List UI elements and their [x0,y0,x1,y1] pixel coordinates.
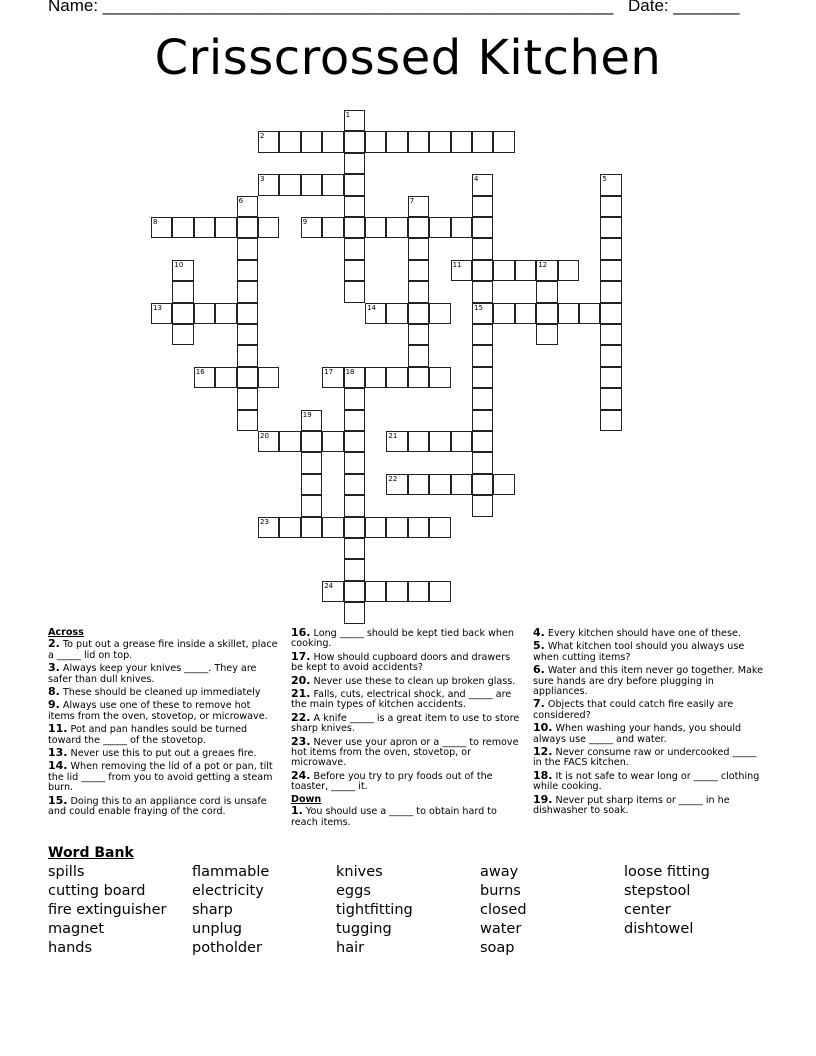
clues-column-1 [48,628,280,820]
grid-cell[interactable] [344,153,365,174]
grid-cell[interactable] [429,217,450,238]
grid-cell[interactable] [600,303,621,324]
grid-cell[interactable] [600,324,621,345]
grid-cell[interactable] [493,303,514,324]
word-bank-column [192,863,269,958]
grid-cell[interactable] [472,238,493,259]
grid-cell[interactable] [472,345,493,366]
grid-cell[interactable] [237,303,258,324]
clue-number: 22 [388,474,398,483]
grid-cell[interactable] [194,217,215,238]
clue-number: 8 [153,218,158,226]
word-bank-item: unplug [192,921,243,937]
grid-cell[interactable] [451,260,472,281]
grid-cell[interactable] [408,196,429,217]
grid-cell[interactable] [472,474,493,495]
grid-cell[interactable] [344,581,365,602]
clue-number: 20 [260,432,269,440]
grid-cell[interactable] [472,174,493,195]
grid-cell[interactable] [536,303,557,324]
grid-cell[interactable] [536,260,557,281]
clue-down-4: 4. Every kitchen should have one of these. [533,626,741,639]
grid-cell[interactable] [600,217,621,238]
grid-cell[interactable] [429,517,450,538]
clue-across-17: 17. How should cupboard doors and drawers be kept to avoid accidents? [291,649,511,674]
word-bank-item: magnet [48,921,105,937]
grid-cell[interactable] [344,517,365,538]
clue-number: 24 [324,581,334,590]
grid-cell[interactable] [579,303,600,324]
clue-number: 23 [260,517,269,526]
word-bank-item: stepstool [624,883,691,899]
grid-cell[interactable] [600,238,621,259]
grid-cell[interactable] [472,131,493,152]
word-bank-item: closed [480,902,527,918]
grid-cell[interactable] [237,260,258,281]
word-bank-column [624,863,710,939]
clue-across-16: 16. Long _____ should be kept tied back when cooking. [291,626,514,650]
grid-cell[interactable] [344,281,365,302]
grid-cell[interactable] [515,303,536,324]
clue-number: 7 [409,196,415,205]
grid-cell[interactable] [237,217,258,238]
clue-across-20: 20. Never use these to clean up broken glass. [291,673,516,687]
grid-cell[interactable] [408,517,429,538]
clue-down-12: 12. Never consume raw or undercooked _____ in the FACS kitchen. [533,745,757,769]
clue-across-22: 22. A knife _____ is a great item to use to store sharp knives. [291,710,520,735]
grid-cell[interactable] [365,367,386,388]
word-bank-item: dishtowel [624,921,694,937]
grid-cell[interactable] [429,431,450,452]
grid-cell[interactable] [408,324,429,345]
grid-cell[interactable] [472,324,493,345]
grid-cell[interactable] [258,431,279,452]
grid-cell[interactable] [408,238,429,259]
grid-cell[interactable] [558,303,579,324]
word-bank-item: cutting board [48,883,146,899]
grid-cell[interactable] [258,131,279,152]
grid-cell[interactable] [600,260,621,281]
grid-cell[interactable] [215,367,236,388]
grid-cell[interactable] [429,581,450,602]
grid-cell[interactable] [451,131,472,152]
clue-number: 10 [174,260,184,269]
grid-cell[interactable] [472,260,493,281]
grid-cell[interactable] [301,517,322,538]
grid-cell[interactable] [408,367,429,388]
clue-down-1: 1. You should use a _____ to obtain hard to reach items. [291,804,497,828]
grid-cell[interactable] [472,431,493,452]
grid-cell[interactable] [408,131,429,152]
clue-number: 15 [474,303,483,312]
grid-cell[interactable] [258,174,279,195]
grid-cell[interactable] [472,303,493,324]
word-bank-item: water [480,921,522,937]
grid-cell[interactable] [322,174,343,195]
grid-cell[interactable] [472,281,493,302]
grid-cell[interactable] [344,131,365,152]
grid-cell[interactable] [237,281,258,302]
clue-across-9: 9. Always use one of these to remove hot items from the oven, stovetop, or microwave. [48,698,268,722]
grid-cell[interactable] [600,196,621,217]
grid-cell[interactable] [472,410,493,431]
grid-cell[interactable] [600,174,621,195]
clue-across-13: 13. Never use this to put out a greaes fire. [48,746,257,760]
grid-cell[interactable] [451,217,472,238]
clues-column-3 [533,628,765,819]
grid-cell[interactable] [151,217,172,238]
word-bank-item: loose fitting [624,864,710,880]
clue-number: 18 [345,367,355,376]
grid-cell[interactable] [301,431,322,452]
clue-number: 16 [195,367,205,376]
word-bank-column [48,863,167,958]
grid-cell[interactable] [194,303,215,324]
grid-cell[interactable] [344,410,365,431]
grid-cell[interactable] [172,281,193,302]
grid-cell[interactable] [344,196,365,217]
grid-cell[interactable] [536,281,557,302]
clue-number: 14 [367,303,376,312]
word-bank-column [336,863,413,958]
clue-number: 13 [153,303,162,312]
grid-cell[interactable] [408,217,429,238]
grid-cell[interactable] [344,538,365,559]
grid-cell[interactable] [558,260,579,281]
grid-cell[interactable] [301,217,322,238]
grid-cell[interactable] [472,495,493,516]
clue-number: 9 [302,218,308,226]
grid-cell[interactable] [408,431,429,452]
grid-cell[interactable] [344,431,365,452]
clue-across-3: 3. Always keep your knives _____. They are safer than dull knives. [48,661,257,685]
grid-cell[interactable] [429,131,450,152]
grid-cell[interactable] [194,367,215,388]
date-field-label: Date: _______ [628,0,740,15]
grid-cell[interactable] [386,303,407,324]
clue-across-8: 8. These should be cleaned up immediately [48,685,261,699]
clue-down-5: 5. What kitchen tool should you always use when cutting items? [533,639,745,663]
grid-cell[interactable] [279,174,300,195]
grid-cell[interactable] [344,260,365,281]
down-heading: Down [291,793,322,805]
clue-across-15: 15. Doing this to an appliance cord is unsafe and could enable fraying of the cord. [48,793,267,818]
grid-cell[interactable] [301,410,322,431]
clue-number: 2 [260,132,265,141]
grid-cell[interactable] [279,517,300,538]
grid-cell[interactable] [279,431,300,452]
grid-cell[interactable] [258,517,279,538]
grid-cell[interactable] [429,474,450,495]
grid-cell[interactable] [386,581,407,602]
grid-cell[interactable] [429,303,450,324]
grid-cell[interactable] [237,238,258,259]
grid-cell[interactable] [365,217,386,238]
grid-cell[interactable] [472,388,493,409]
grid-cell[interactable] [493,474,514,495]
clue-down-18: 18. It is not safe to wear long or _____ clothing while cooking. [533,768,760,793]
word-bank-item: potholder [192,940,262,956]
grid-cell[interactable] [215,303,236,324]
grid-cell[interactable] [172,217,193,238]
word-bank-item: burns [480,883,521,899]
grid-cell[interactable] [386,431,407,452]
grid-cell[interactable] [301,495,322,516]
grid-cell[interactable] [365,517,386,538]
word-bank-item: tugging [336,921,392,937]
grid-cell[interactable] [237,196,258,217]
word-bank-item: knives [336,864,383,880]
grid-cell[interactable] [408,474,429,495]
word-bank-item: hair [336,940,365,956]
clue-number: 11 [452,260,462,269]
word-bank-item: sharp [192,902,233,918]
grid-cell[interactable] [472,196,493,217]
clue-down-6: 6. Water and this item never go together. Make sure hands are dry before plugging in appliances. [533,663,764,698]
grid-cell[interactable] [258,217,279,238]
clue-across-11: 11. Pot and pan handles sould be turned toward the _____ of the stovetop. [48,722,248,746]
grid-cell[interactable] [600,345,621,366]
grid-cell[interactable] [386,474,407,495]
word-bank-item: tightfitting [336,902,413,918]
word-bank-item: center [624,902,671,918]
clue-across-14: 14. When removing the lid of a pot or pan, tilt the lid _____ from you to avoid getting a steam burn. [48,759,273,794]
grid-cell[interactable] [301,452,322,473]
clue-across-21: 21. Falls, cuts, electrical shock, and _____ are the main types of kitchen accidents. [291,687,512,711]
word-bank-item: hands [48,940,93,956]
clue-across-2: 2. To put out a grease fire inside a skillet, place a _____ lid on top. [48,637,278,661]
clue-down-7: 7. Objects that could catch fire easily are considered? [533,697,734,721]
grid-cell[interactable] [365,131,386,152]
grid-cell[interactable] [493,260,514,281]
word-bank-item: electricity [192,883,264,899]
grid-cell[interactable] [237,388,258,409]
clue-down-10: 10. When washing your hands, you should always use _____ and water. [533,721,742,745]
grid-cell[interactable] [344,388,365,409]
grid-cell[interactable] [472,452,493,473]
clue-number: 19 [302,410,312,419]
grid-cell[interactable] [172,324,193,345]
grid-cell[interactable] [493,131,514,152]
grid-cell[interactable] [408,581,429,602]
grid-cell[interactable] [237,410,258,431]
grid-cell[interactable] [237,367,258,388]
grid-cell[interactable] [344,602,365,623]
clue-across-23: 23. Never use your apron or a _____ to remove hot items from the oven, stovetop, or microwave. [291,734,519,769]
grid-cell[interactable] [451,474,472,495]
across-heading: Across [48,627,84,638]
word-bank-item: away [480,864,519,880]
grid-cell[interactable] [301,474,322,495]
grid-cell[interactable] [322,131,343,152]
clue-number: 6 [238,196,244,205]
word-bank-item: soap [480,940,515,956]
grid-cell[interactable] [322,517,343,538]
grid-cell[interactable] [344,367,365,388]
grid-cell[interactable] [429,367,450,388]
grid-cell[interactable] [344,452,365,473]
clue-number: 12 [538,260,548,269]
grid-cell[interactable] [237,345,258,366]
clue-across-24: 24. Before you try to pry foods out of the toaster, _____ it. [291,768,493,793]
grid-cell[interactable] [408,281,429,302]
grid-cell[interactable] [451,431,472,452]
grid-cell[interactable] [344,559,365,580]
grid-cell[interactable] [344,495,365,516]
grid-cell[interactable] [172,303,193,324]
grid-cell[interactable] [344,217,365,238]
grid-cell[interactable] [151,303,172,324]
grid-cell[interactable] [408,260,429,281]
grid-cell[interactable] [344,474,365,495]
grid-cell[interactable] [322,581,343,602]
grid-cell[interactable] [322,431,343,452]
clue-number: 5 [602,175,607,184]
grid-cell[interactable] [322,367,343,388]
grid-cell[interactable] [279,131,300,152]
grid-cell[interactable] [172,260,193,281]
grid-cell[interactable] [600,410,621,431]
grid-cell[interactable] [472,367,493,388]
clue-number: 3 [260,175,265,184]
grid-cell[interactable] [600,367,621,388]
word-bank-heading: Word Bank [48,845,134,861]
clue-number: 4 [474,175,479,184]
grid-cell[interactable] [408,345,429,366]
grid-cell[interactable] [301,131,322,152]
grid-cell[interactable] [386,131,407,152]
grid-cell[interactable] [237,324,258,345]
word-bank-item: flammable [192,864,270,880]
puzzle-title: Crisscrossed Kitchen [154,30,662,86]
grid-cell[interactable] [386,367,407,388]
grid-cell[interactable] [322,217,343,238]
grid-cell[interactable] [344,238,365,259]
grid-cell[interactable] [386,217,407,238]
grid-cell[interactable] [258,367,279,388]
grid-cell[interactable] [344,174,365,195]
word-bank-item: spills [48,864,85,880]
grid-cell[interactable] [408,303,429,324]
grid-cell[interactable] [600,281,621,302]
grid-cell[interactable] [600,388,621,409]
name-field-label: Name: ______________________________________________________ [48,0,614,15]
clue-number: 21 [388,432,398,440]
grid-cell[interactable] [386,517,407,538]
clues-column-2 [291,628,523,830]
clue-number: 17 [324,367,334,376]
word-bank-item: fire extinguisher [48,902,167,918]
clue-down-19: 19. Never put sharp items or _____ in he dishwasher to soak. [533,792,730,817]
grid-cell[interactable] [215,217,236,238]
word-bank-item: eggs [336,883,371,899]
grid-cell[interactable] [344,110,365,131]
grid-cell[interactable] [301,174,322,195]
grid-cell[interactable] [536,324,557,345]
grid-cell[interactable] [365,581,386,602]
grid-cell[interactable] [472,217,493,238]
word-bank-column [480,863,527,958]
grid-cell[interactable] [365,303,386,324]
clue-number: 1 [345,111,351,119]
grid-cell[interactable] [515,260,536,281]
